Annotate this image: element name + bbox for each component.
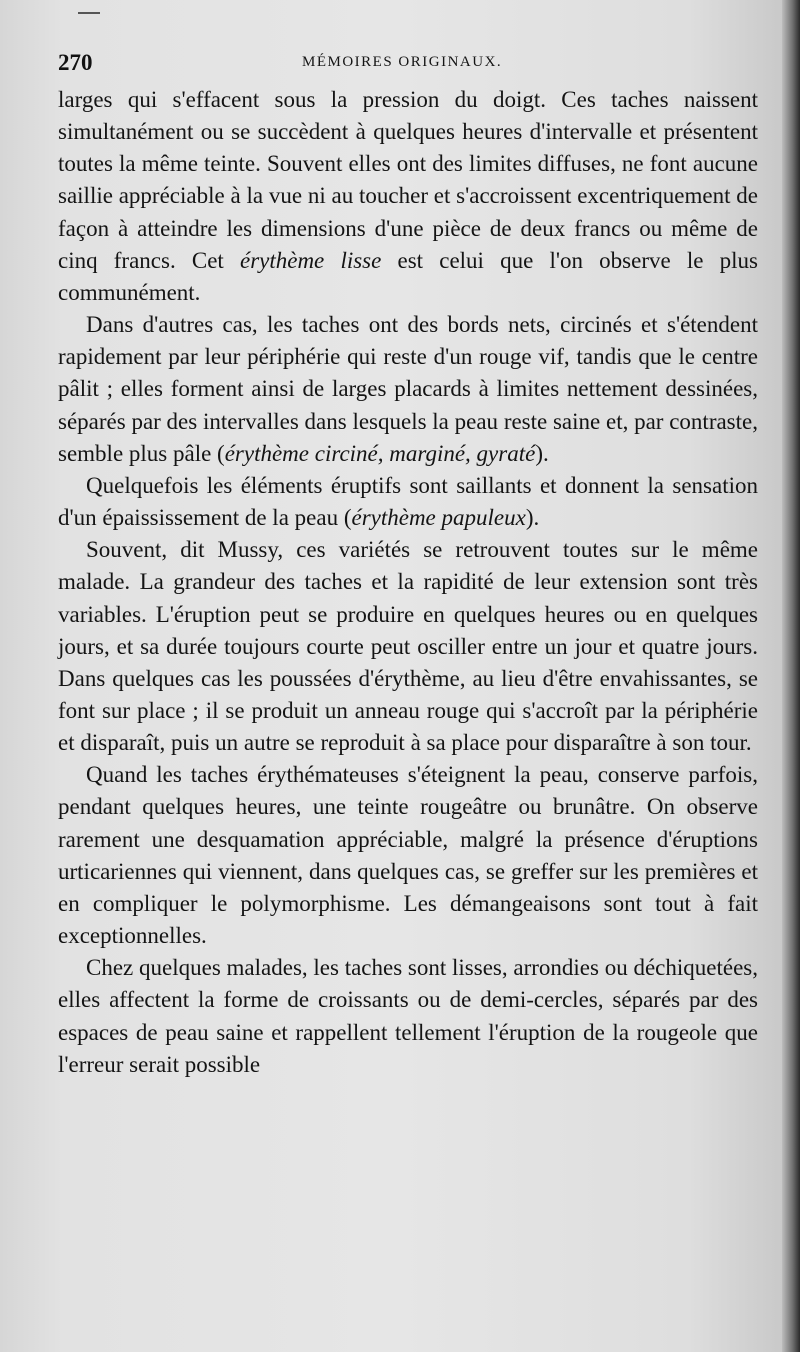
page-edge-shadow bbox=[782, 0, 800, 1352]
page-header bbox=[58, 50, 758, 84]
paragraph-5: Quand les taches érythémateuses s'éteignent la peau, conserve parfois, pendant quelques heures, une teinte rougeâtre ou brunâtre. On observe rarement une desquamation appréciable, malgré la présence d'éruptions urticariennes qui viennent, dans quelques cas, se greffer sur les premières et en compliquer le polymorphisme. Les démangeaisons sont tout à fait exceptionnelles. bbox=[58, 762, 758, 949]
paragraph-6: Chez quelques malades, les taches sont lisses, arrondies ou déchiquetées, elles affectent la forme de croissants ou de demi-cercles, séparés par des espaces de peau saine et rappellent tellement l'éruption de la rougeole que l'erreur serait possible bbox=[58, 955, 758, 1077]
running-head: MÉMOIRES ORIGINAUX. bbox=[302, 54, 503, 70]
top-mark bbox=[78, 12, 100, 14]
body-text bbox=[58, 84, 758, 1081]
paragraph-2: Dans d'autres cas, les taches ont des bords nets, circinés et s'étendent rapidement par leur périphérie qui reste d'un rouge vif, tandis que le centre pâlit ; elles forment ainsi de larges placards à limites nettement dessinées, séparés par des intervalles dans lesquels la peau reste saine et, par contraste, semble plus pâle (érythème circiné, marginé, gyraté). bbox=[58, 312, 758, 466]
paragraph-3: Quelquefois les éléments éruptifs sont saillants et donnent la sensation d'un épaississement de la peau (érythème papuleux). bbox=[58, 472, 758, 531]
paragraph-1: larges qui s'effacent sous la pression du doigt. Ces taches naissent simultanément ou se succèdent à quelques heures d'intervalle et présentent toutes la même teinte. Souvent elles ont des limites diffuses, ne font aucune saillie appréciable à la vue ni au toucher et s'accroissent excentriquement de façon à atteindre les dimensions d'une pièce de deux francs ou même de cinq francs. Cet érythème lisse est celui que l'on observe le plus communément. bbox=[58, 87, 758, 305]
paragraph-4: Souvent, dit Mussy, ces variétés se retrouvent toutes sur le même malade. La grandeur des taches et la rapidité de leur extension sont très variables. L'éruption peut se produire en quelques heures ou en quelques jours, et sa durée toujours courte peut osciller entre un jour et quatre jours. Dans quelques cas les poussées d'érythème, au lieu d'être envahissantes, se font sur place ; il se produit un anneau rouge qui s'accroît par la périphérie et disparaît, puis un autre se reproduit à sa place pour disparaître à son tour. bbox=[58, 537, 758, 756]
page-number: 270 bbox=[58, 50, 93, 75]
